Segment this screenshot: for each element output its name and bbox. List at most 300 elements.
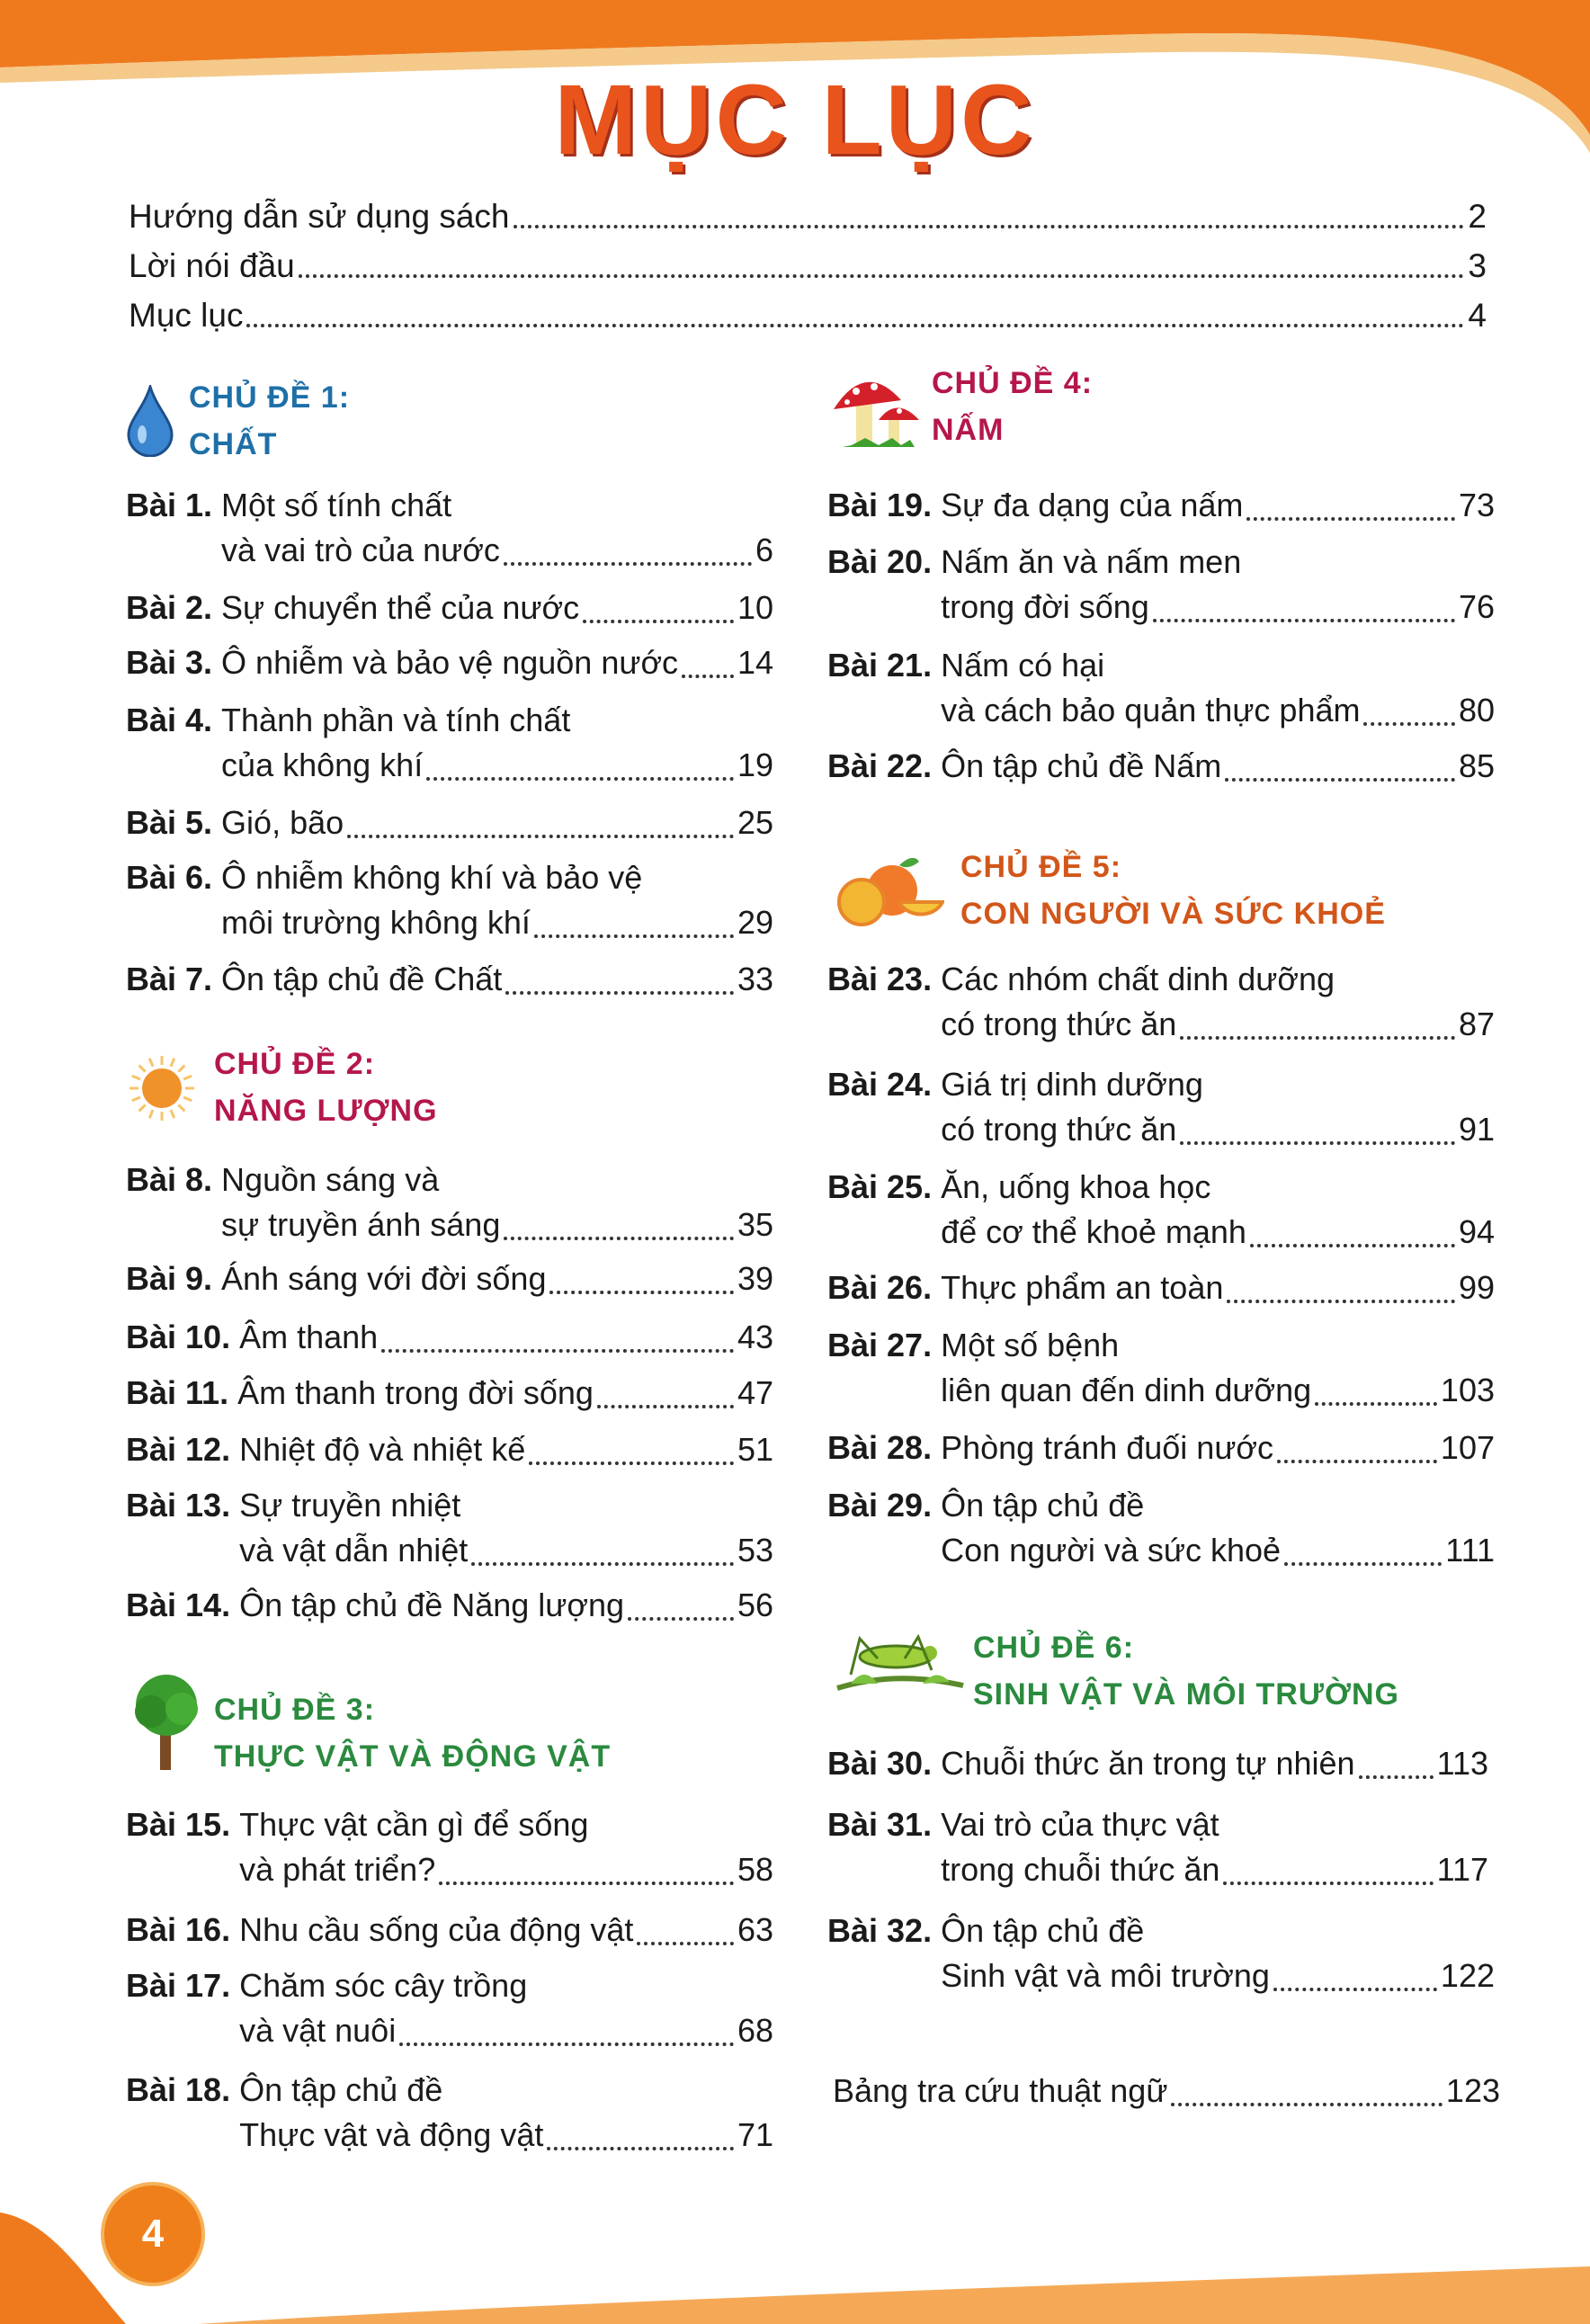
dot-leader bbox=[426, 777, 734, 781]
dot-leader bbox=[1277, 1460, 1437, 1463]
lesson-number: Bài 28. bbox=[827, 1429, 933, 1466]
lesson-title-line bbox=[239, 2068, 773, 2113]
lesson-entry[interactable] bbox=[126, 957, 773, 1002]
lesson-number: Bài 24. bbox=[827, 1066, 933, 1103]
lesson-title-line bbox=[941, 1323, 1495, 1368]
lesson-title bbox=[941, 1741, 1488, 1786]
lesson-title-text: Thực phẩm an toàn bbox=[941, 1269, 1224, 1306]
lesson-title-text: Sự truyền nhiệt bbox=[239, 1487, 461, 1524]
dot-leader bbox=[514, 225, 1465, 228]
lesson-title-line bbox=[221, 528, 773, 573]
lesson-page: 87 bbox=[1458, 1006, 1495, 1042]
lesson-title-text: Thành phần và tính chất bbox=[221, 702, 571, 738]
lesson-number: Bài 4. bbox=[126, 702, 213, 738]
lesson-title bbox=[239, 1963, 773, 2053]
lesson-title bbox=[941, 1908, 1495, 1998]
lesson-title-line bbox=[941, 1265, 1495, 1310]
lesson-number: Bài 17. bbox=[126, 1967, 231, 2004]
dot-leader bbox=[1153, 619, 1455, 622]
lesson-title-line bbox=[941, 957, 1495, 1002]
topic-title bbox=[214, 1041, 438, 1134]
lesson-page: 99 bbox=[1458, 1269, 1495, 1306]
lesson-title-line bbox=[941, 1210, 1495, 1255]
dot-leader bbox=[534, 934, 734, 938]
lesson-title bbox=[941, 744, 1495, 789]
lesson-title-line bbox=[237, 1371, 773, 1416]
topic-name: CON NGƯỜI VÀ SỨC KHOẺ bbox=[960, 897, 1386, 931]
lesson-title bbox=[941, 540, 1495, 630]
lesson-number: Bài 23. bbox=[827, 961, 933, 997]
lesson-title-line bbox=[941, 1062, 1495, 1107]
dot-leader bbox=[1223, 1882, 1433, 1885]
lesson-number: Bài 31. bbox=[827, 1806, 933, 1843]
dot-leader bbox=[583, 620, 734, 623]
lesson-number: Bài 12. bbox=[126, 1431, 231, 1468]
lesson-number: Bài 11. bbox=[126, 1374, 229, 1411]
lesson-title-text: liên quan đến dinh dưỡng bbox=[941, 1372, 1312, 1408]
intro-label: Lời nói đầu bbox=[129, 247, 295, 284]
lesson-title-line bbox=[239, 1483, 773, 1528]
lesson-page: 94 bbox=[1458, 1213, 1495, 1250]
lesson-entry[interactable] bbox=[126, 1908, 773, 1953]
lesson-title-line bbox=[239, 1908, 773, 1953]
lesson-title bbox=[221, 483, 773, 573]
water-drop-icon bbox=[126, 385, 174, 461]
topic-number: CHỦ ĐỀ 4: bbox=[932, 366, 1094, 400]
lesson-title bbox=[221, 800, 773, 845]
lesson-title-line bbox=[941, 540, 1495, 585]
topic-title bbox=[960, 844, 1386, 937]
glossary-entry[interactable] bbox=[833, 2069, 1500, 2114]
lesson-page: 19 bbox=[737, 746, 773, 783]
lesson-page: 33 bbox=[737, 961, 773, 997]
lesson-title-text: và cách bảo quản thực phẩm bbox=[941, 692, 1361, 728]
lesson-title-text: Âm thanh trong đời sống bbox=[237, 1374, 594, 1411]
topic-title bbox=[932, 360, 1093, 453]
lesson-title-text: Thực vật cần gì để sống bbox=[239, 1806, 589, 1843]
dot-leader bbox=[504, 1237, 734, 1240]
dot-leader bbox=[1359, 1775, 1434, 1779]
lesson-title-text: Các nhóm chất dinh dưỡng bbox=[941, 961, 1335, 997]
lesson-title-line bbox=[941, 1426, 1495, 1470]
lesson-title-text: và vật dẫn nhiệt bbox=[239, 1532, 469, 1569]
dot-leader bbox=[504, 562, 752, 566]
lesson-number: Bài 26. bbox=[827, 1269, 933, 1306]
lesson-entry[interactable] bbox=[126, 1427, 773, 1472]
lesson-title-text: Ôn tập chủ đề bbox=[239, 2071, 443, 2108]
lesson-number: Bài 19. bbox=[827, 487, 933, 523]
lesson-title-line bbox=[941, 744, 1495, 789]
lesson-number: Bài 27. bbox=[827, 1327, 933, 1363]
lesson-title-text: Ôn tập chủ đề bbox=[941, 1912, 1145, 1949]
intro-entry[interactable] bbox=[129, 198, 1487, 236]
dot-leader bbox=[637, 1942, 734, 1945]
topic-name: NĂNG LƯỢNG bbox=[214, 1094, 438, 1128]
lesson-title-line bbox=[221, 957, 773, 1002]
lesson-title bbox=[941, 1802, 1488, 1892]
lesson-title-line bbox=[239, 1315, 773, 1360]
lesson-title-text: Một số bệnh bbox=[941, 1327, 1120, 1363]
lesson-entry[interactable] bbox=[827, 1265, 1495, 1310]
lesson-title-text: Vai trò của thực vật bbox=[941, 1806, 1219, 1843]
dot-leader bbox=[529, 1461, 734, 1465]
lesson-page: 47 bbox=[737, 1374, 773, 1411]
lesson-page: 107 bbox=[1440, 1429, 1495, 1466]
topic-name: NẤM bbox=[932, 413, 1005, 447]
lesson-number: Bài 25. bbox=[827, 1168, 933, 1205]
lesson-title bbox=[941, 1426, 1495, 1470]
lesson-page: 25 bbox=[737, 804, 773, 841]
lesson-title bbox=[239, 1908, 773, 1953]
lesson-page: 39 bbox=[737, 1260, 773, 1297]
dot-leader bbox=[299, 274, 1465, 278]
lesson-title-text: có trong thức ăn bbox=[941, 1111, 1177, 1148]
lesson-title-line bbox=[941, 1528, 1495, 1573]
intro-entry[interactable] bbox=[129, 297, 1487, 335]
lesson-entry[interactable] bbox=[827, 540, 1495, 630]
dot-leader bbox=[1315, 1402, 1437, 1406]
lesson-entry[interactable] bbox=[827, 1483, 1495, 1573]
glossary-label: Bảng tra cứu thuật ngữ bbox=[833, 2072, 1168, 2109]
lesson-entry[interactable] bbox=[827, 957, 1495, 1047]
dot-leader bbox=[471, 1562, 734, 1566]
lesson-entry[interactable] bbox=[126, 1158, 773, 1247]
lesson-title-line bbox=[239, 1427, 773, 1472]
lesson-title-line bbox=[941, 1002, 1495, 1047]
lesson-title-line bbox=[941, 688, 1495, 733]
lesson-title bbox=[221, 855, 773, 945]
lesson-number: Bài 13. bbox=[126, 1487, 231, 1524]
lesson-number: Bài 6. bbox=[126, 859, 213, 896]
lesson-title-line bbox=[221, 855, 773, 900]
lesson-page: 10 bbox=[737, 589, 773, 626]
lesson-title-text: có trong thức ăn bbox=[941, 1006, 1177, 1042]
lesson-title-line bbox=[941, 1165, 1495, 1210]
lesson-page: 71 bbox=[737, 2116, 773, 2153]
lesson-title-text: và vật nuôi bbox=[239, 2012, 397, 2049]
lesson-entry[interactable] bbox=[827, 1062, 1495, 1152]
lesson-title-line bbox=[941, 1953, 1495, 1998]
lesson-entry[interactable] bbox=[126, 800, 773, 845]
lesson-page: 63 bbox=[737, 1911, 773, 1948]
dot-leader bbox=[1284, 1562, 1442, 1566]
lesson-title-line bbox=[221, 1202, 773, 1247]
lesson-title bbox=[941, 1062, 1495, 1152]
lesson-title-text: trong chuỗi thức ăn bbox=[941, 1851, 1220, 1888]
lesson-title-text: Ô nhiễm không khí và bảo vệ bbox=[221, 859, 643, 896]
dot-leader bbox=[547, 2147, 734, 2150]
lesson-number: Bài 22. bbox=[827, 747, 933, 784]
topic-name: SINH VẬT VÀ MÔI TRƯỜNG bbox=[973, 1677, 1399, 1712]
lesson-title-text: môi trường không khí bbox=[221, 904, 531, 941]
lesson-title bbox=[941, 1323, 1495, 1413]
topic-title bbox=[189, 374, 350, 468]
lesson-number: Bài 18. bbox=[126, 2071, 231, 2108]
dot-leader bbox=[1180, 1141, 1455, 1145]
lesson-page: 76 bbox=[1458, 588, 1495, 625]
lesson-number: Bài 21. bbox=[827, 647, 933, 684]
dot-leader bbox=[246, 324, 1464, 327]
lesson-title bbox=[941, 483, 1495, 528]
dot-leader bbox=[1273, 1988, 1437, 1991]
lesson-title-text: Ăn, uống khoa học bbox=[941, 1168, 1211, 1205]
topic-name: CHẤT bbox=[189, 427, 278, 461]
lesson-title-text: Sự đa dạng của nấm bbox=[941, 487, 1244, 523]
glossary-page: 123 bbox=[1445, 2072, 1500, 2109]
lesson-title bbox=[239, 1583, 773, 1628]
lesson-title-text: Thực vật và động vật bbox=[239, 2116, 544, 2153]
intro-label: Hướng dẫn sử dụng sách bbox=[129, 198, 510, 235]
lesson-title-line bbox=[941, 1368, 1495, 1413]
tree-icon bbox=[126, 1671, 207, 1779]
lesson-title bbox=[941, 1265, 1495, 1310]
dot-leader bbox=[347, 835, 734, 838]
intro-label: Mục lục bbox=[129, 297, 244, 334]
lesson-page: 29 bbox=[737, 904, 773, 941]
lesson-page: 113 bbox=[1436, 1745, 1488, 1782]
grasshopper-icon bbox=[833, 1630, 968, 1706]
lesson-number: Bài 30. bbox=[827, 1745, 933, 1782]
lesson-title-text: và vai trò của nước bbox=[221, 532, 500, 568]
lesson-title-line bbox=[941, 483, 1495, 528]
topic-name: THỰC VẬT VÀ ĐỘNG VẬT bbox=[214, 1739, 612, 1774]
topic-number: CHỦ ĐỀ 1: bbox=[189, 380, 351, 415]
lesson-entry[interactable] bbox=[827, 1741, 1488, 1786]
lesson-title-line bbox=[941, 1483, 1495, 1528]
lesson-page: 51 bbox=[737, 1431, 773, 1468]
lesson-page: 80 bbox=[1458, 692, 1495, 728]
dot-leader bbox=[1250, 1244, 1455, 1247]
lesson-title bbox=[941, 643, 1495, 733]
lesson-entry[interactable] bbox=[827, 643, 1495, 733]
lesson-title-text: của không khí bbox=[221, 746, 424, 783]
topic-number: CHỦ ĐỀ 3: bbox=[214, 1693, 376, 1727]
lesson-title-text: Sự chuyển thể của nước bbox=[221, 589, 580, 626]
lesson-number: Bài 7. bbox=[126, 961, 213, 997]
lesson-entry[interactable] bbox=[827, 1323, 1495, 1413]
lesson-title bbox=[239, 1483, 773, 1573]
lesson-entry[interactable] bbox=[827, 744, 1495, 789]
lesson-page: 56 bbox=[737, 1587, 773, 1623]
dot-leader bbox=[549, 1291, 733, 1294]
lesson-title-line bbox=[941, 585, 1495, 630]
lesson-number: Bài 9. bbox=[126, 1260, 213, 1297]
lesson-title-line bbox=[221, 640, 773, 685]
dot-leader bbox=[1225, 778, 1455, 782]
lesson-title-line bbox=[221, 1158, 773, 1202]
lesson-entry[interactable] bbox=[126, 585, 773, 630]
lesson-number: Bài 16. bbox=[126, 1911, 231, 1948]
lesson-page: 14 bbox=[737, 644, 773, 681]
lesson-entry[interactable] bbox=[126, 483, 773, 573]
lesson-title bbox=[941, 957, 1495, 1047]
lesson-title bbox=[221, 1256, 773, 1301]
lesson-title-line bbox=[239, 1847, 773, 1892]
topic-number: CHỦ ĐỀ 2: bbox=[214, 1047, 376, 1081]
dot-leader bbox=[381, 1349, 734, 1353]
topic-number: CHỦ ĐỀ 6: bbox=[973, 1631, 1135, 1665]
lesson-title-text: Sinh vật và môi trường bbox=[941, 1957, 1270, 1994]
lesson-title-text: Ô nhiễm và bảo vệ nguồn nước bbox=[221, 644, 679, 681]
lesson-title-text: Nhu cầu sống của động vật bbox=[239, 1911, 634, 1948]
dot-leader bbox=[399, 2042, 734, 2046]
lesson-title-text: Gió, bão bbox=[221, 804, 344, 841]
lesson-page: 35 bbox=[737, 1206, 773, 1243]
lesson-page: 6 bbox=[755, 532, 773, 568]
lesson-title bbox=[941, 1483, 1495, 1573]
lesson-title-line bbox=[221, 800, 773, 845]
intro-entry[interactable] bbox=[129, 247, 1487, 285]
lesson-number: Bài 10. bbox=[126, 1318, 231, 1355]
lesson-number: Bài 8. bbox=[126, 1161, 213, 1198]
lesson-entry[interactable] bbox=[126, 1802, 773, 1892]
lesson-title-text: Ôn tập chủ đề bbox=[941, 1487, 1145, 1524]
lesson-title-text: Giá trị dinh dưỡng bbox=[941, 1066, 1203, 1103]
lesson-title bbox=[239, 2068, 773, 2158]
topic-number: CHỦ ĐỀ 5: bbox=[960, 850, 1122, 884]
dot-leader bbox=[439, 1882, 734, 1885]
lesson-title-text: Ánh sáng với đời sống bbox=[221, 1260, 547, 1297]
lesson-page: 68 bbox=[737, 2012, 773, 2049]
lesson-page: 85 bbox=[1458, 747, 1495, 784]
lesson-title bbox=[941, 1165, 1495, 1255]
lesson-title-line bbox=[941, 1802, 1488, 1847]
lesson-title-line bbox=[239, 1802, 773, 1847]
lesson-entry[interactable] bbox=[126, 1583, 773, 1628]
lesson-title-text: Con người và sức khoẻ bbox=[941, 1532, 1282, 1569]
lesson-number: Bài 14. bbox=[126, 1587, 231, 1623]
lesson-title-text: Ôn tập chủ đề Nấm bbox=[941, 747, 1222, 784]
lesson-title-line bbox=[941, 1847, 1488, 1892]
lesson-title-text: Nấm có hại bbox=[941, 647, 1105, 684]
lesson-entry[interactable] bbox=[827, 1908, 1495, 1998]
lesson-title-text: Nguồn sáng và bbox=[221, 1161, 440, 1198]
lesson-number: Bài 5. bbox=[126, 804, 213, 841]
lesson-entry[interactable] bbox=[827, 1802, 1488, 1892]
lesson-number: Bài 15. bbox=[126, 1806, 231, 1843]
page-number-badge: 4 bbox=[101, 2182, 205, 2286]
lesson-title bbox=[221, 698, 773, 788]
lesson-title-line bbox=[239, 1583, 773, 1628]
lesson-number: Bài 29. bbox=[827, 1487, 933, 1524]
lesson-title-text: Âm thanh bbox=[239, 1318, 379, 1355]
lesson-title-line bbox=[941, 1741, 1488, 1786]
lesson-page: 111 bbox=[1445, 1532, 1495, 1569]
lesson-number: Bài 1. bbox=[126, 487, 213, 523]
lesson-title bbox=[221, 640, 773, 685]
lesson-number: Bài 3. bbox=[126, 644, 213, 681]
lesson-page: 58 bbox=[737, 1851, 773, 1888]
lesson-title bbox=[237, 1371, 773, 1416]
lesson-entry[interactable] bbox=[827, 1165, 1495, 1255]
lesson-entry[interactable] bbox=[126, 1483, 773, 1573]
lesson-number: Bài 20. bbox=[827, 543, 933, 580]
lesson-title-line bbox=[221, 900, 773, 945]
lesson-page: 43 bbox=[737, 1318, 773, 1355]
dot-leader bbox=[1363, 722, 1454, 726]
lesson-entry[interactable] bbox=[126, 1256, 773, 1301]
lesson-title-text: Nấm ăn và nấm men bbox=[941, 543, 1242, 580]
lesson-title-line bbox=[239, 1963, 773, 2008]
lesson-title bbox=[221, 957, 773, 1002]
lesson-title-text: Chăm sóc cây trồng bbox=[239, 1967, 528, 2004]
lesson-page: 122 bbox=[1440, 1957, 1495, 1994]
lesson-title bbox=[239, 1802, 773, 1892]
lesson-entry[interactable] bbox=[126, 855, 773, 945]
lesson-page: 91 bbox=[1458, 1111, 1495, 1148]
lesson-title-text: Nhiệt độ và nhiệt kế bbox=[239, 1431, 526, 1468]
lesson-title-text: Phòng tránh đuối nước bbox=[941, 1429, 1274, 1466]
intro-page: 4 bbox=[1468, 297, 1487, 334]
lesson-title-line bbox=[239, 2008, 773, 2053]
lesson-page: 73 bbox=[1458, 487, 1495, 523]
lesson-page: 53 bbox=[737, 1532, 773, 1569]
topic-title bbox=[214, 1686, 611, 1780]
lesson-title bbox=[239, 1427, 773, 1472]
lesson-title-text: Một số tính chất bbox=[221, 487, 452, 523]
lesson-title-line bbox=[941, 643, 1495, 688]
lesson-number: Bài 32. bbox=[827, 1912, 933, 1949]
dot-leader bbox=[1180, 1036, 1455, 1040]
lesson-title-text: Chuỗi thức ăn trong tự nhiên bbox=[941, 1745, 1355, 1782]
lesson-title bbox=[221, 585, 773, 630]
orange-fruit-icon bbox=[836, 853, 944, 938]
lesson-title-text: sự truyền ánh sáng bbox=[221, 1206, 501, 1243]
dot-leader bbox=[1227, 1300, 1455, 1303]
lesson-number: Bài 2. bbox=[126, 589, 213, 626]
lesson-title bbox=[221, 1158, 773, 1247]
dot-leader bbox=[597, 1405, 734, 1408]
lesson-title-text: để cơ thể khoẻ mạnh bbox=[941, 1213, 1246, 1250]
sun-icon bbox=[126, 1052, 198, 1129]
lesson-title-line bbox=[221, 1256, 773, 1301]
lesson-entry[interactable] bbox=[827, 483, 1495, 528]
intro-page: 2 bbox=[1468, 198, 1487, 235]
lesson-entry[interactable] bbox=[126, 640, 773, 685]
lesson-title-line bbox=[239, 1528, 773, 1573]
lesson-entry[interactable] bbox=[126, 1963, 773, 2053]
dot-leader bbox=[682, 675, 734, 678]
lesson-title-line bbox=[239, 2113, 773, 2158]
lesson-title-line bbox=[941, 1908, 1495, 1953]
dot-leader bbox=[1171, 2103, 1442, 2106]
lesson-title-line bbox=[941, 1107, 1495, 1152]
intro-page: 3 bbox=[1468, 247, 1487, 284]
lesson-title-text: và phát triển? bbox=[239, 1851, 436, 1888]
dot-leader bbox=[1246, 517, 1455, 521]
lesson-title-line bbox=[221, 585, 773, 630]
lesson-entry[interactable] bbox=[126, 1371, 773, 1416]
lesson-entry[interactable] bbox=[827, 1426, 1495, 1470]
dot-leader bbox=[628, 1617, 734, 1621]
lesson-title bbox=[239, 1315, 773, 1360]
lesson-entry[interactable] bbox=[126, 1315, 773, 1360]
lesson-title-line bbox=[221, 483, 773, 528]
lesson-entry[interactable] bbox=[126, 2068, 773, 2158]
lesson-title-text: Ôn tập chủ đề Chất bbox=[221, 961, 503, 997]
dot-leader bbox=[505, 991, 734, 995]
lesson-entry[interactable] bbox=[126, 698, 773, 788]
mushroom-icon bbox=[829, 364, 928, 459]
lesson-page: 117 bbox=[1436, 1851, 1488, 1888]
topic-title bbox=[973, 1624, 1399, 1718]
lesson-page: 103 bbox=[1440, 1372, 1495, 1408]
lesson-title-line bbox=[221, 698, 773, 743]
lesson-title-text: Ôn tập chủ đề Năng lượng bbox=[239, 1587, 625, 1623]
page-title: MỤC LỤC bbox=[554, 65, 1036, 175]
lesson-title-line bbox=[221, 743, 773, 788]
lesson-title-text: trong đời sống bbox=[941, 588, 1149, 625]
